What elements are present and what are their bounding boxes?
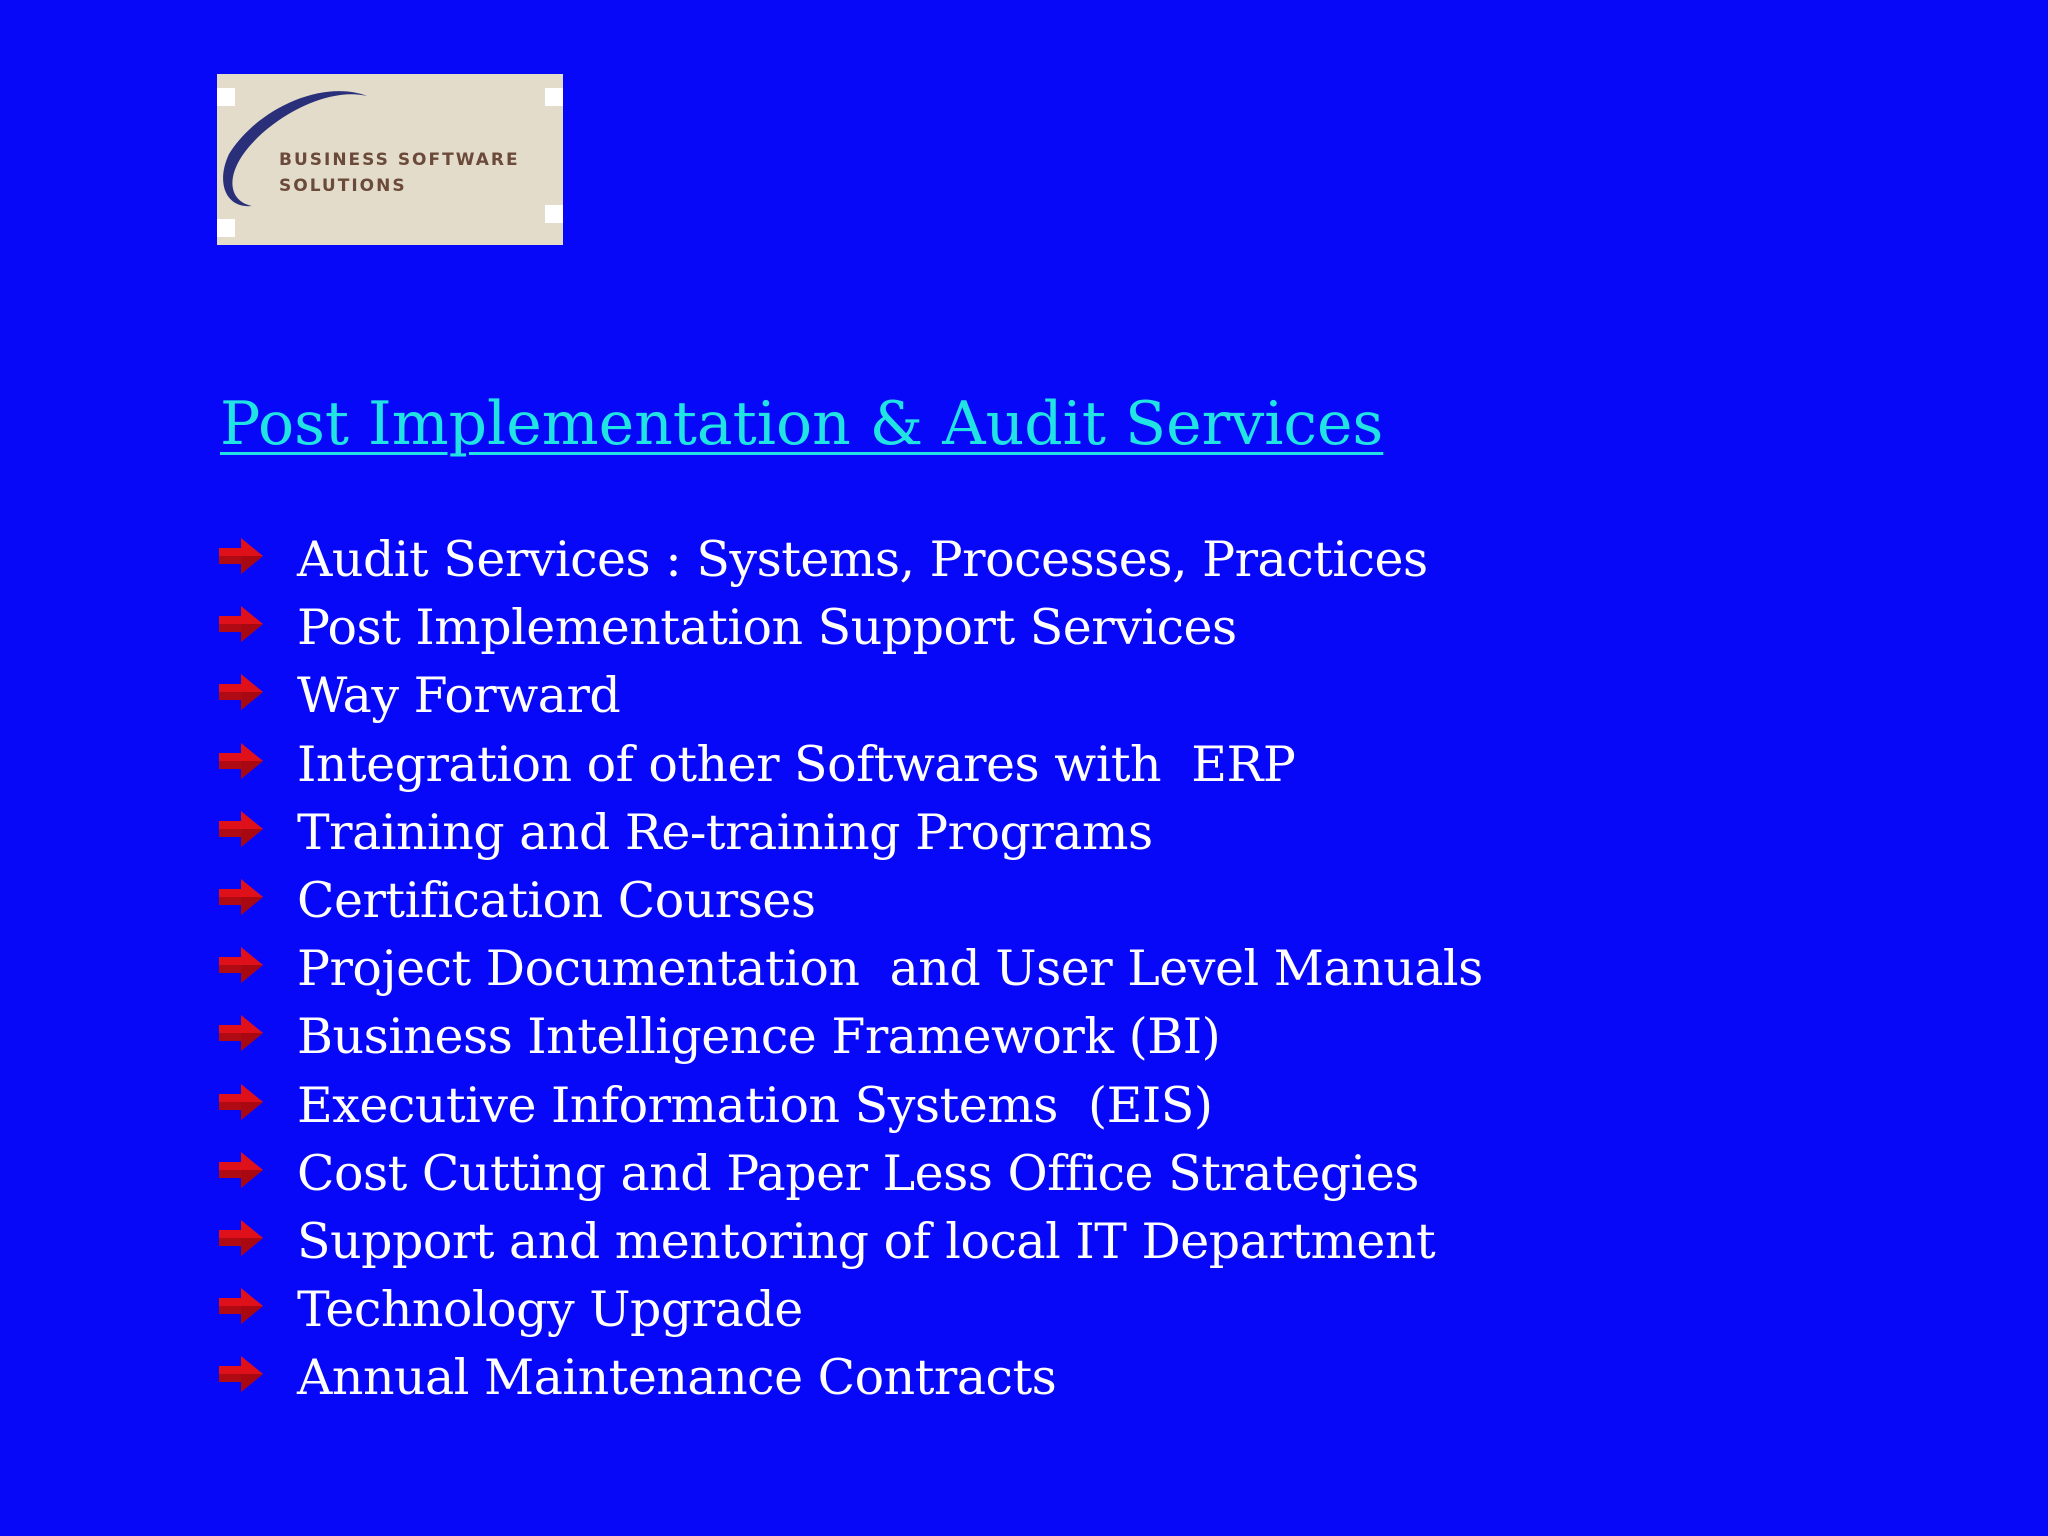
list-item — [217, 1344, 1483, 1412]
red-arrow-icon — [217, 1286, 267, 1326]
list-item-text: Business Intelligence Framework (BI) — [297, 1008, 1221, 1066]
list-item — [217, 1003, 1483, 1071]
list-item-text: Executive Information Systems (EIS) — [297, 1076, 1213, 1134]
list-item-text: Support and mentoring of local IT Department — [297, 1212, 1436, 1270]
red-arrow-icon — [217, 945, 267, 985]
list-item — [217, 1140, 1483, 1208]
red-arrow-icon — [217, 809, 267, 849]
red-arrow-icon — [217, 604, 267, 644]
list-item-text: Training and Re-training Programs — [297, 803, 1153, 861]
logo-corner — [545, 205, 563, 223]
list-item-text: Annual Maintenance Contracts — [297, 1349, 1057, 1407]
list-item — [217, 1072, 1483, 1140]
list-item — [217, 731, 1483, 799]
services-list — [217, 526, 1483, 1412]
logo-corner — [545, 88, 563, 106]
company-logo — [217, 74, 563, 245]
list-item — [217, 526, 1483, 594]
logo-text-line1: BUSINESS SOFTWARE — [279, 150, 520, 170]
list-item-text: Technology Upgrade — [297, 1281, 803, 1339]
red-arrow-icon — [217, 1218, 267, 1258]
list-item-text: Integration of other Softwares with ERP — [297, 735, 1296, 793]
logo-corner — [217, 219, 235, 237]
list-item — [217, 799, 1483, 867]
red-arrow-icon — [217, 672, 267, 712]
list-item-text: Audit Services : Systems, Processes, Practices — [297, 531, 1428, 589]
list-item-text: Cost Cutting and Paper Less Office Strategies — [297, 1144, 1419, 1202]
red-arrow-icon — [217, 1354, 267, 1394]
list-item — [217, 1208, 1483, 1276]
red-arrow-icon — [217, 877, 267, 917]
red-arrow-icon — [217, 741, 267, 781]
list-item-text: Post Implementation Support Services — [297, 599, 1237, 657]
list-item — [217, 1276, 1483, 1344]
list-item-text: Project Documentation and User Level Manuals — [297, 940, 1483, 998]
red-arrow-icon — [217, 1150, 267, 1190]
logo-text-line2: SOLUTIONS — [279, 176, 407, 196]
red-arrow-icon — [217, 1082, 267, 1122]
red-arrow-icon — [217, 536, 267, 576]
list-item — [217, 662, 1483, 730]
list-item — [217, 867, 1483, 935]
logo-corner — [217, 88, 235, 106]
logo-swoosh-icon — [217, 74, 563, 245]
red-arrow-icon — [217, 1013, 267, 1053]
slide-title: Post Implementation & Audit Services — [220, 389, 1384, 459]
list-item — [217, 594, 1483, 662]
list-item-text: Way Forward — [297, 667, 621, 725]
list-item-text: Certification Courses — [297, 872, 816, 930]
list-item — [217, 935, 1483, 1003]
